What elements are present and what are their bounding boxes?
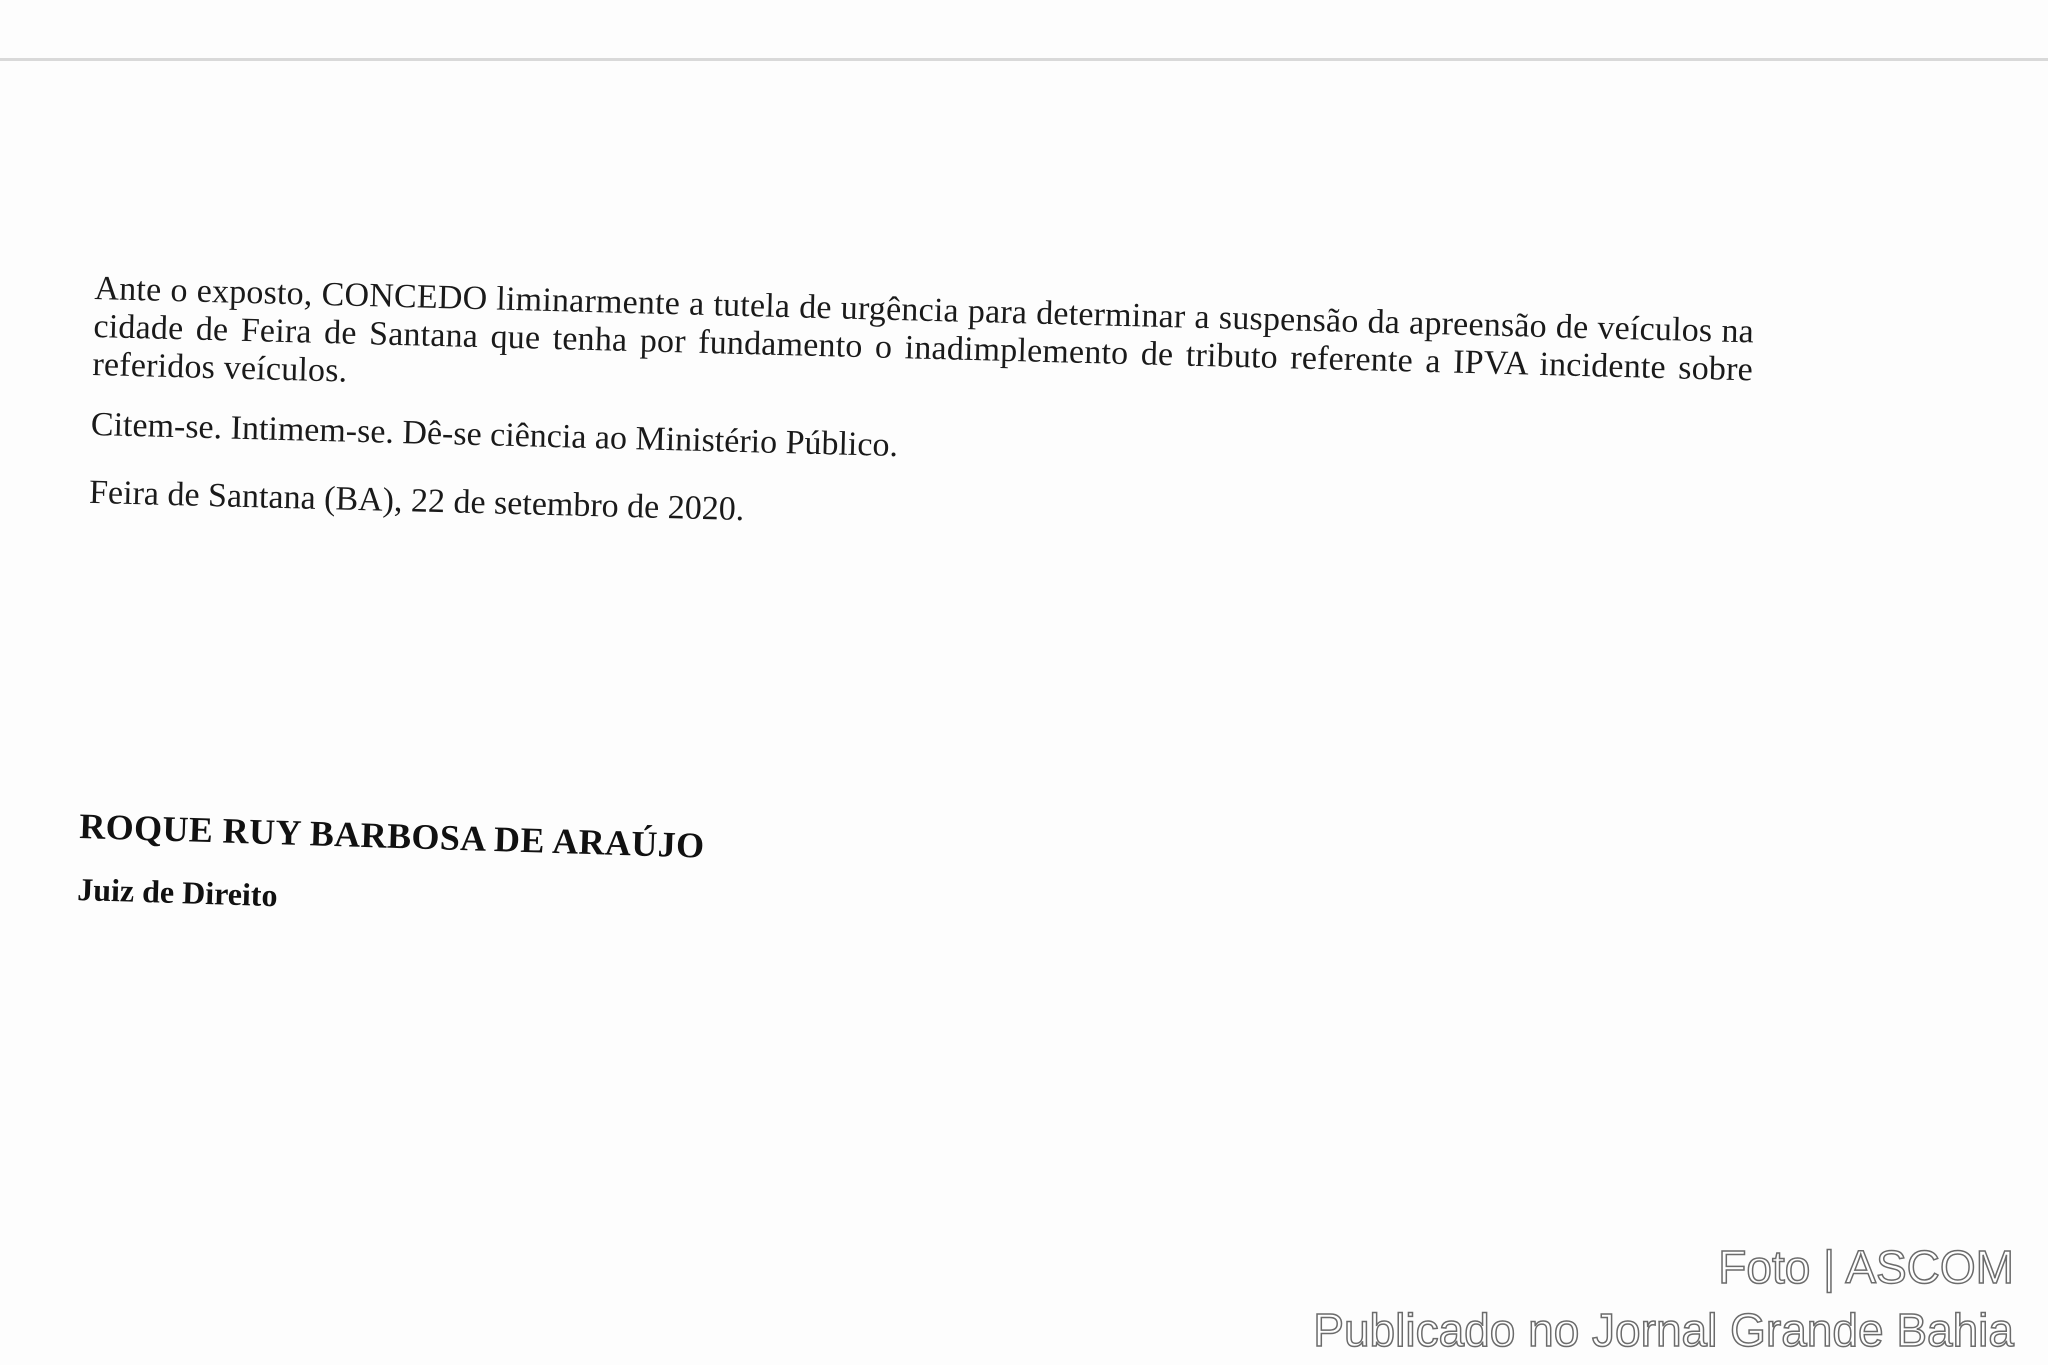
signatory-name: ROQUE RUY BARBOSA DE ARAÚJO [78, 805, 706, 866]
publication-credit: Publicado no Jornal Grande Bahia [1313, 1304, 2014, 1356]
signature-block [77, 805, 705, 928]
place-date-line: Feira de Santana (BA), 22 de setembro de 2020. [88, 473, 745, 529]
top-divider [0, 58, 2048, 61]
decision-paragraph: Ante o exposto, CONCEDO liminarmente a tutela de urgência para determinar a suspensão da apreensão de veículos na cidade de Feira de Santana que tenha por fundamento o inadimplemento de tributo referente a IPVA incidente sobre referidos veículos. [92, 270, 1755, 390]
photo-credit: Foto | ASCOM [1718, 1241, 2014, 1293]
orders-line: Citem-se. Intimem-se. Dê-se ciência ao Ministério Público. [90, 405, 899, 465]
signatory-title: Juiz de Direito [76, 870, 279, 914]
decision-text [88, 270, 1755, 585]
